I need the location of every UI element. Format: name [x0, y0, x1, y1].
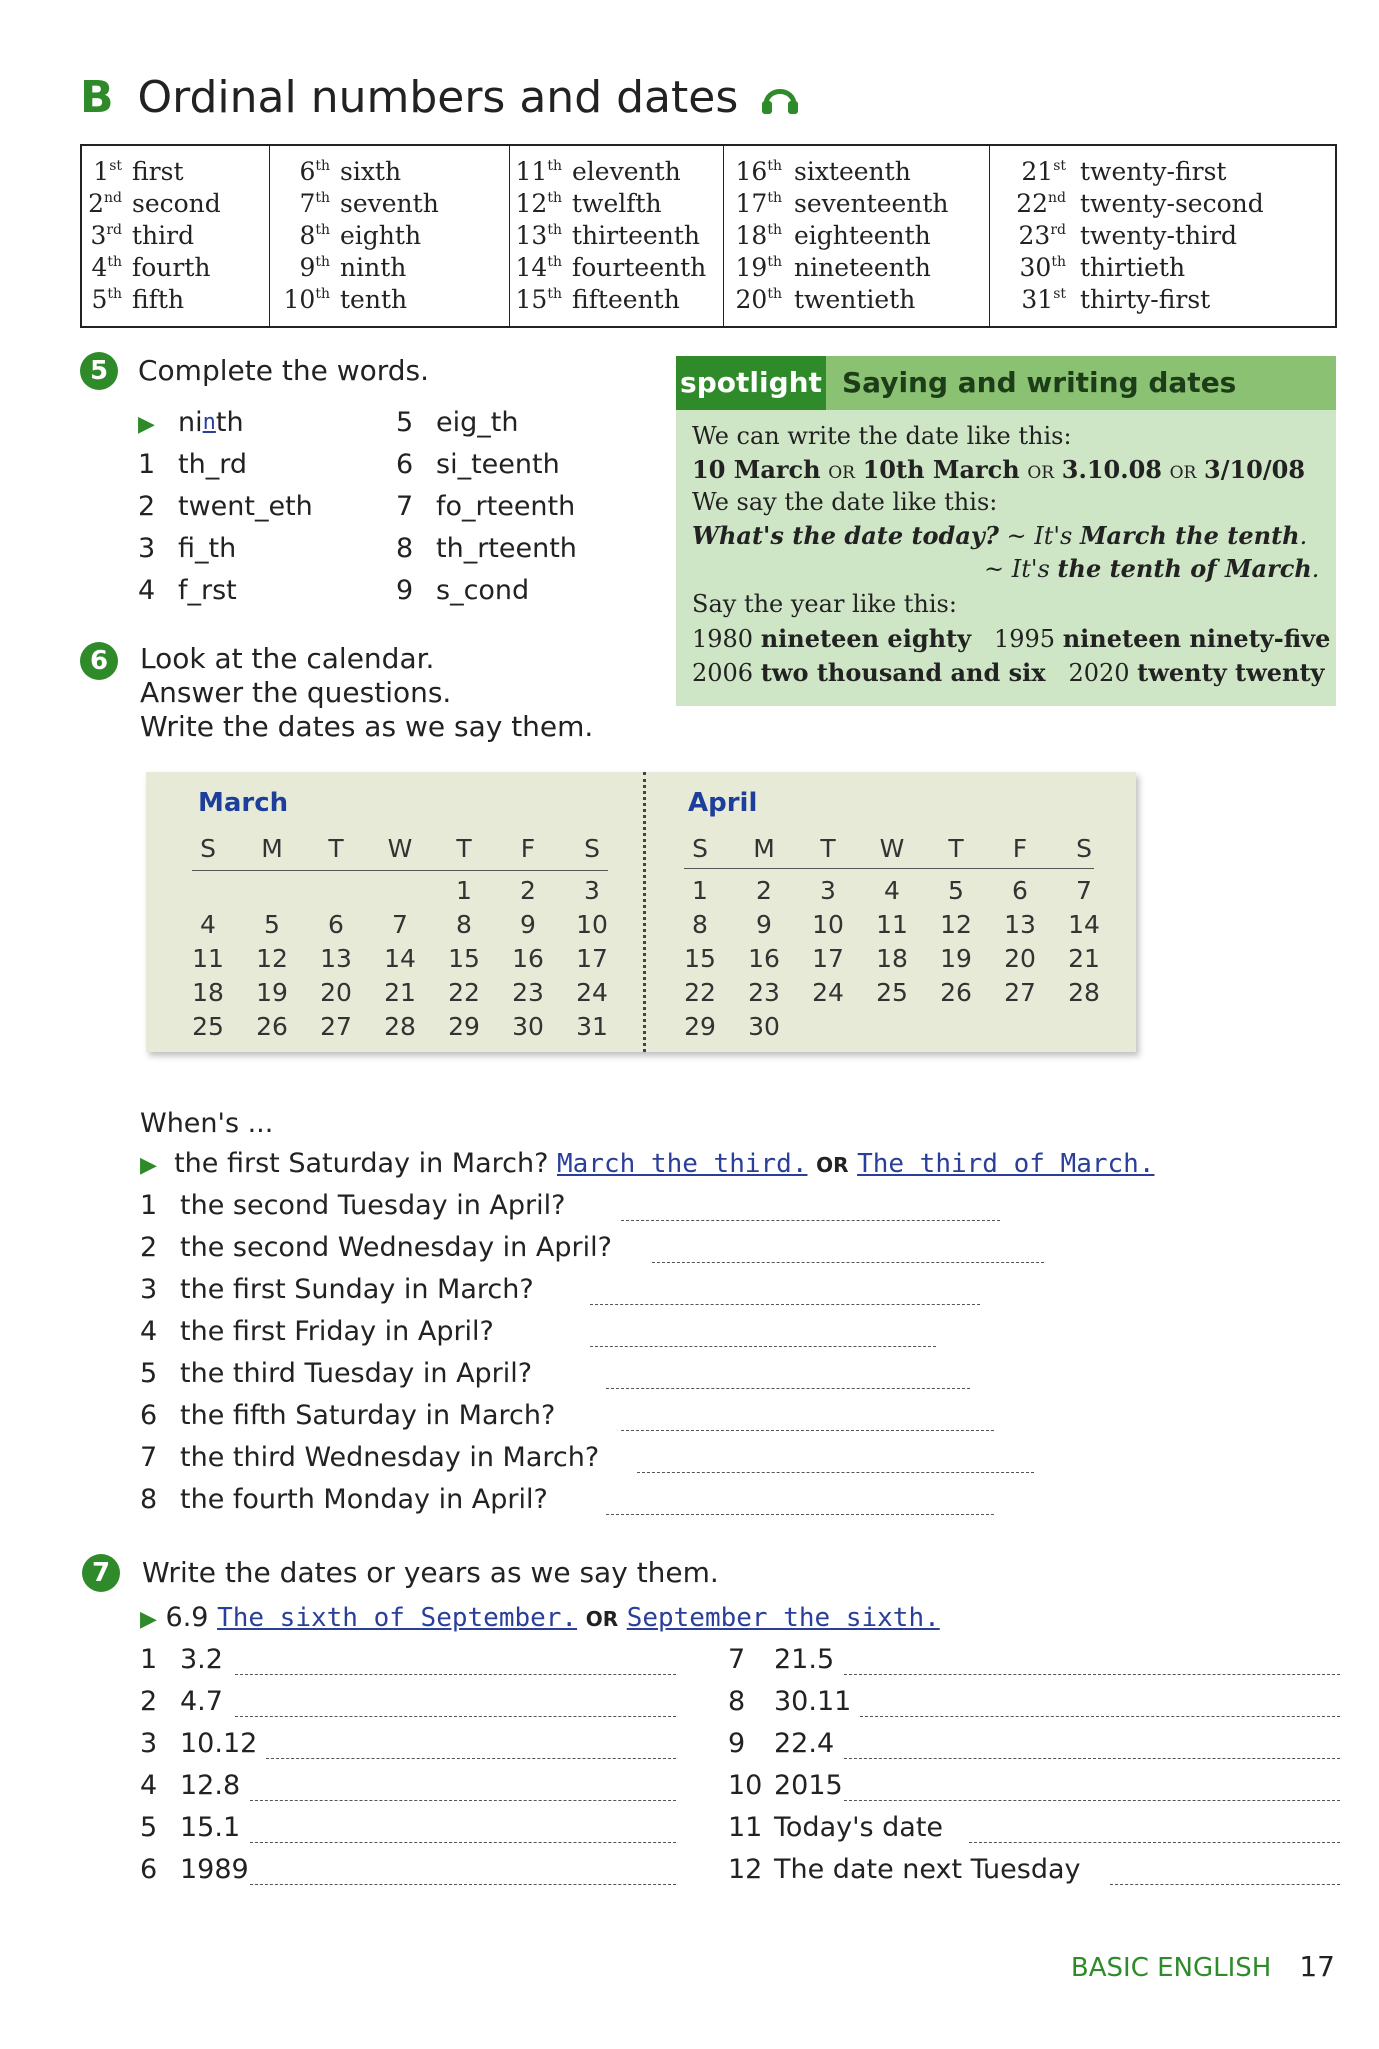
answer-line[interactable] [606, 1388, 970, 1389]
questions-intro: When's ... [140, 1108, 274, 1139]
calendar-date: 7 [392, 910, 408, 939]
exercise-5-title: Complete the words. [138, 354, 430, 387]
question-item: 6 the fifth Saturday in March? [140, 1400, 556, 1431]
list-item: 4 f_rst [138, 575, 237, 606]
calendar-date: 15 [448, 944, 480, 973]
calendar-date: 8 [456, 910, 472, 939]
exercise-7-title: Write the dates or years as we say them. [142, 1556, 719, 1589]
calendar-date: 26 [940, 978, 972, 1007]
ordinals-column: 16th sixteenth 17th seventeenth 18th eighteenth 19th nineteenth 20th twentieth [724, 146, 990, 326]
calendar-day-header: M [753, 834, 775, 863]
answer-line[interactable] [590, 1304, 980, 1305]
calendar-date: 31 [576, 1012, 608, 1041]
exercise-6-instructions: Look at the calendar. Answer the questions. Write the dates as we say them. [140, 642, 594, 743]
calendar-date: 5 [948, 876, 964, 905]
spotlight-text: We say the date like this: [692, 488, 998, 516]
page-number: 17 [1299, 1950, 1335, 1983]
answer-line[interactable] [235, 1674, 676, 1675]
spotlight-header [676, 356, 1336, 410]
play-arrow-icon: ▶ [140, 1153, 157, 1178]
answer-line[interactable] [860, 1716, 1340, 1717]
calendar-date: 21 [384, 978, 416, 1007]
exercise-7-item: 6 1989 [140, 1854, 249, 1885]
calendar-date: 9 [520, 910, 536, 939]
answer-line[interactable] [844, 1674, 1340, 1675]
calendar-day-header: T [948, 834, 964, 863]
calendar-date: 7 [1076, 876, 1092, 905]
spotlight-box [676, 356, 1336, 706]
calendar-date: 3 [584, 876, 600, 905]
calendar-day-header: W [387, 834, 413, 863]
calendar-date: 13 [1004, 910, 1036, 939]
ordinals-column: 1st first 2nd second 3rd third 4th fourth 5th fifth [82, 146, 270, 326]
question-item: 8 the fourth Monday in April? [140, 1484, 548, 1515]
calendar-day-header: W [879, 834, 905, 863]
calendar-date: 24 [812, 978, 844, 1007]
list-item: 1 th_rd [138, 449, 247, 480]
answer-line[interactable] [1110, 1884, 1340, 1885]
exercise-number: 7 [82, 1554, 120, 1592]
calendar-date: 23 [748, 978, 780, 1007]
calendar-date: 4 [200, 910, 216, 939]
calendar-month-march: March [198, 788, 289, 818]
question-item: 5 the third Tuesday in April? [140, 1358, 533, 1389]
calendar-date: 2 [756, 876, 772, 905]
calendar-day-header: S [200, 834, 216, 863]
exercise-7-item: 5 15.1 [140, 1812, 241, 1843]
calendar-date: 9 [756, 910, 772, 939]
calendar-date: 25 [192, 1012, 224, 1041]
calendar-date: 3 [820, 876, 836, 905]
question-item: 1 the second Tuesday in April? [140, 1190, 566, 1221]
section-title-text: Ordinal numbers and dates [137, 72, 739, 123]
exercise-7-item: 9 22.4 [728, 1728, 835, 1759]
calendar-rule [684, 868, 1094, 869]
exercise-7-item: 8 30.11 [728, 1686, 852, 1717]
calendar-date: 23 [512, 978, 544, 1007]
answer-line[interactable] [235, 1716, 676, 1717]
calendar-date: 28 [384, 1012, 416, 1041]
play-arrow-icon: ▶ [140, 1607, 157, 1632]
question-item: 2 the second Wednesday in April? [140, 1232, 612, 1263]
spotlight-answer: ~ It's the tenth of March. [984, 554, 1320, 583]
section-title [80, 72, 800, 126]
answer-line[interactable] [621, 1220, 1000, 1221]
question-example: ▶ the first Saturday in March? March the third. OR The third of March. [140, 1148, 1155, 1179]
list-item: 6 si_teenth [396, 449, 560, 480]
calendar-date: 27 [320, 1012, 352, 1041]
answer-line[interactable] [266, 1758, 676, 1759]
answer-line[interactable] [652, 1262, 1044, 1263]
calendar-date: 18 [876, 944, 908, 973]
book-title: BASIC ENGLISH [1070, 1953, 1272, 1983]
answer-line[interactable] [621, 1430, 994, 1431]
calendar-date: 1 [456, 876, 472, 905]
answer-line[interactable] [590, 1346, 936, 1347]
calendar-date: 21 [1068, 944, 1100, 973]
spotlight-text: 10 March OR 10th March OR 3.10.08 OR 3/10/08 [692, 455, 1306, 484]
section-letter: B [80, 72, 114, 123]
calendar-day-header: T [820, 834, 836, 863]
answer-line[interactable] [250, 1800, 676, 1801]
ordinals-column: 21st twenty-first 22nd twenty-second 23rd twenty-third 30th thirtieth 31st thirty-first [1016, 157, 1264, 314]
list-item: 3 fi_th [138, 533, 237, 564]
calendar-date: 24 [576, 978, 608, 1007]
calendar-date: 19 [940, 944, 972, 973]
calendar-day-header: S [1076, 834, 1092, 863]
calendar-date: 17 [576, 944, 608, 973]
answer-line[interactable] [250, 1884, 676, 1885]
ordinals-column: 6th sixth 7th seventh 8th eighth 9th ninth 10th tenth [270, 146, 510, 326]
calendar-date: 29 [684, 1012, 716, 1041]
exercise-7-item: 4 12.8 [140, 1770, 241, 1801]
calendar-day-header: S [692, 834, 708, 863]
calendar-date: 11 [192, 944, 224, 973]
calendar-date: 20 [320, 978, 352, 1007]
exercise-7-item: 2 4.7 [140, 1686, 223, 1717]
calendar-date: 6 [1012, 876, 1028, 905]
calendar-day-header: M [261, 834, 283, 863]
calendar-date: 26 [256, 1012, 288, 1041]
answer-line[interactable] [969, 1842, 1340, 1843]
exercise-7-item: 7 21.5 [728, 1644, 835, 1675]
headphones-icon[interactable] [760, 75, 800, 126]
calendar-date: 29 [448, 1012, 480, 1041]
question-item: 3 the first Sunday in March? [140, 1274, 534, 1305]
answer-line[interactable] [844, 1800, 1340, 1801]
list-item: 2 twent_eth [138, 491, 313, 522]
calendar-date: 30 [748, 1012, 780, 1041]
spotlight-text: We can write the date like this: [692, 422, 1072, 450]
calendar-month-april: April [688, 788, 758, 818]
calendar-date: 30 [512, 1012, 544, 1041]
spotlight-years: 2006 two thousand and six 2020 twenty twenty [692, 658, 1325, 687]
calendar-date: 5 [264, 910, 280, 939]
exercise-number: 5 [80, 352, 118, 390]
list-item: 5 eig_th [396, 407, 519, 438]
exercise-7-item: 1 3.2 [140, 1644, 223, 1675]
calendar-date: 2 [520, 876, 536, 905]
exercise-5-right-list [396, 402, 577, 612]
calendar-date: 27 [1004, 978, 1036, 1007]
answer-line[interactable] [250, 1842, 676, 1843]
calendar-date: 14 [384, 944, 416, 973]
spotlight-text: Say the year like this: [692, 590, 957, 618]
exercise-7-item: 10 2015 [728, 1770, 843, 1801]
calendar-date: 28 [1068, 978, 1100, 1007]
calendar-date: 14 [1068, 910, 1100, 939]
exercise-number: 6 [80, 642, 118, 680]
calendar-date: 25 [876, 978, 908, 1007]
calendar-date: 10 [576, 910, 608, 939]
play-arrow-icon: ▶ [138, 412, 155, 437]
calendar-date: 20 [1004, 944, 1036, 973]
calendar-date: 12 [940, 910, 972, 939]
exercise-7-item: 3 10.12 [140, 1728, 258, 1759]
exercise-7-item: 11 Today's date [728, 1812, 944, 1843]
ordinals-table [80, 144, 1337, 328]
calendar-date: 12 [256, 944, 288, 973]
calendar-date: 8 [692, 910, 708, 939]
calendar-day-header: F [1012, 834, 1028, 863]
page-footer [1071, 1950, 1335, 1983]
answer-line[interactable] [637, 1472, 1034, 1473]
spotlight-question: What's the date today? ~ It's March the tenth. [692, 521, 1308, 550]
answer-line[interactable] [606, 1514, 994, 1515]
spotlight-years: 1980 nineteen eighty 1995 nineteen ninety-five [692, 624, 1331, 653]
calendar-rule [192, 870, 608, 871]
calendar-day-header: T [328, 834, 344, 863]
exercise-7-example: ▶ 6.9 The sixth of September. OR September the sixth. [140, 1602, 940, 1633]
list-item: ▶ $ni^nth$ [138, 402, 313, 444]
calendar-date: 4 [884, 876, 900, 905]
calendar-date: 16 [512, 944, 544, 973]
ordinals-column: 11th eleventh 12th twelfth 13th thirteenth 14th fourteenth 15th fifteenth [510, 146, 724, 326]
calendar-date: 18 [192, 978, 224, 1007]
spotlight-tag: spotlight [676, 356, 826, 410]
list-item: 9 s_cond [396, 575, 530, 606]
calendar-date: 1 [692, 876, 708, 905]
exercise-5-left-list [138, 402, 313, 612]
calendar-divider [643, 772, 646, 1052]
list-item: 7 fo_rteenth [396, 491, 576, 522]
calendar-day-header: T [456, 834, 472, 863]
calendar-date: 16 [748, 944, 780, 973]
calendar-date: 19 [256, 978, 288, 1007]
question-item: 7 the third Wednesday in March? [140, 1442, 600, 1473]
calendar-date: 6 [328, 910, 344, 939]
calendar-date: 13 [320, 944, 352, 973]
calendar-date: 10 [812, 910, 844, 939]
calendar-date: 22 [684, 978, 716, 1007]
spotlight-title: Saying and writing dates [842, 366, 1237, 399]
calendar-day-header: S [584, 834, 600, 863]
calendar-date: 17 [812, 944, 844, 973]
question-item: 4 the first Friday in April? [140, 1316, 494, 1347]
list-item: 8 th_rteenth [396, 533, 577, 564]
answer-line[interactable] [844, 1758, 1340, 1759]
calendar-date: 15 [684, 944, 716, 973]
calendar-day-header: F [520, 834, 536, 863]
calendar-date: 11 [876, 910, 908, 939]
exercise-7-item: 12 The date next Tuesday [728, 1854, 1081, 1885]
calendar-date: 22 [448, 978, 480, 1007]
calendar [146, 772, 1136, 1052]
